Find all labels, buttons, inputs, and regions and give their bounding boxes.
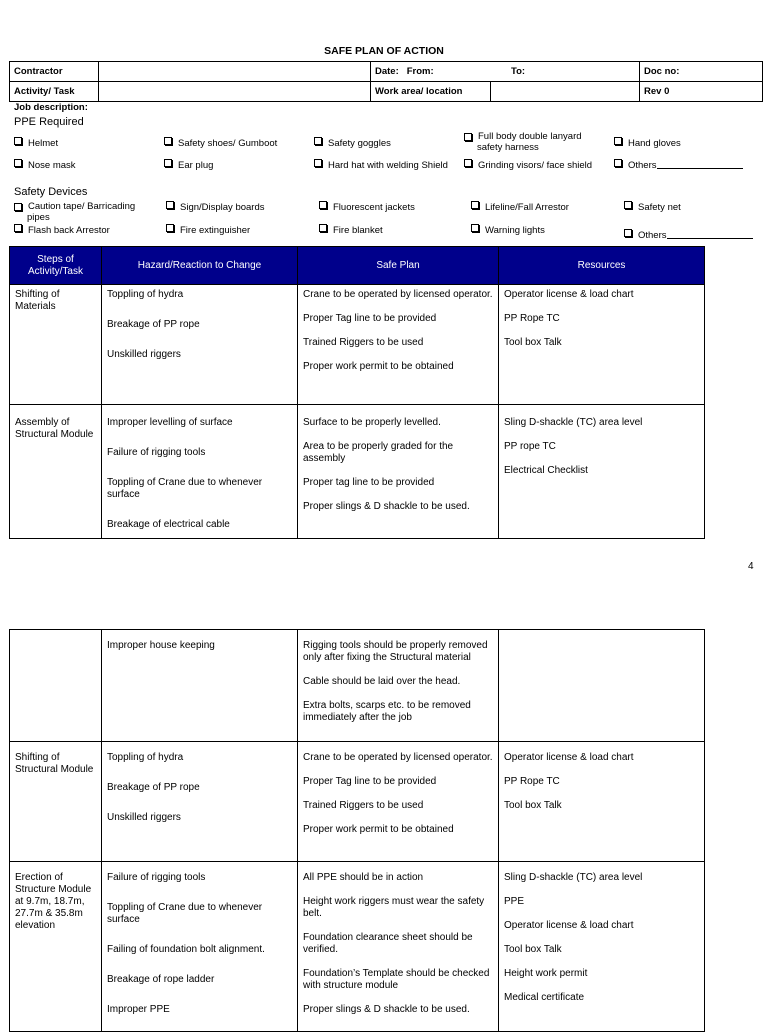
hazard-item: Failure of rigging tools	[107, 447, 206, 458]
plan-item: Foundation’s Template should be checked with structure module	[303, 968, 490, 991]
resources-cell	[499, 862, 705, 1032]
safe-plan-table-continued	[9, 629, 705, 1032]
hazard-item: Improper house keeping	[107, 640, 215, 651]
hazard-item: Breakage of PP rope	[107, 319, 200, 330]
resources-cell	[499, 742, 705, 862]
device-item[interactable]: Lifeline/Fall Arrestor	[471, 201, 569, 213]
hazard-item: Breakage of rope ladder	[107, 974, 215, 985]
device-item[interactable]: Safety net	[624, 201, 681, 213]
safe-plan-cell	[298, 742, 499, 862]
checkbox-icon	[164, 159, 172, 167]
plan-item: Proper Tag line to be provided	[303, 776, 437, 787]
column-header: Safe Plan	[298, 247, 499, 285]
checkbox-icon	[314, 159, 322, 167]
from-label: From:	[406, 66, 434, 77]
contractor-label: Contractor	[10, 62, 99, 82]
resource-item: Height work permit	[504, 968, 588, 979]
resource-item: PP Rope TC	[504, 313, 560, 324]
device-item[interactable]: Flash back Arrestor	[14, 224, 110, 236]
column-header: Steps of Activity/Task	[10, 247, 102, 285]
plan-item: Height work riggers must wear the safety belt.	[303, 896, 485, 919]
ppe-item[interactable]: Safety shoes/ Gumboot	[164, 137, 277, 149]
hazard-item: Breakage of PP rope	[107, 782, 200, 793]
resource-item: Tool box Talk	[504, 800, 562, 811]
table-row	[10, 862, 705, 1032]
column-header: Hazard/Reaction to Change	[102, 247, 298, 285]
resources-cell	[499, 630, 705, 742]
safe-plan-cell	[298, 630, 499, 742]
date-cell[interactable]	[371, 62, 640, 82]
hazard-item: Improper levelling of surface	[107, 417, 233, 428]
plan-item: Crane to be operated by licensed operator.	[303, 752, 493, 763]
checkbox-icon	[14, 137, 22, 145]
column-header: Resources	[499, 247, 705, 285]
hazard-cell	[102, 285, 298, 405]
device-item[interactable]: Sign/Display boards	[166, 201, 265, 213]
plan-item: Foundation clearance sheet should be verified.	[303, 932, 473, 955]
checkbox-icon	[464, 159, 472, 167]
contractor-field[interactable]	[99, 62, 371, 82]
resource-item: Operator license & load chart	[504, 289, 634, 300]
hazard-item: Breakage of electrical cable	[107, 519, 230, 530]
resource-item: Tool box Talk	[504, 944, 562, 955]
device-item[interactable]: Caution tape/ Barricading pipes	[14, 201, 154, 223]
job-description-label: Job description:	[14, 102, 88, 113]
resource-item: Medical certificate	[504, 992, 585, 1003]
step-cell: Assembly of Structural Module	[10, 405, 102, 539]
resource-item: Electrical Checklist	[504, 465, 588, 476]
safe-plan-cell	[298, 285, 499, 405]
resource-item: PP Rope TC	[504, 776, 560, 787]
plan-item: All PPE should be in action	[303, 872, 424, 883]
table-header-row	[10, 247, 705, 285]
hazard-cell	[102, 742, 298, 862]
others-blank[interactable]	[667, 238, 753, 239]
plan-item: Proper slings & D shackle to be used.	[303, 1004, 470, 1015]
plan-item: Proper Tag line to be provided	[303, 313, 437, 324]
hazard-item: Toppling of Crane due to whenever surface	[107, 902, 263, 925]
ppe-item[interactable]: Safety goggles	[314, 137, 391, 149]
table-row	[10, 405, 705, 539]
checkbox-icon	[624, 229, 632, 237]
date-label: Date:	[375, 66, 399, 77]
ppe-item[interactable]: Hand gloves	[614, 137, 681, 149]
checkbox-icon	[471, 201, 479, 209]
checkbox-icon	[624, 201, 632, 209]
hazard-cell	[102, 862, 298, 1032]
table-row	[10, 285, 705, 405]
step-cell: Shifting of Structural Module	[10, 742, 102, 862]
hazard-item: Toppling of hydra	[107, 752, 184, 763]
resource-item: Sling D-shackle (TC) area level	[504, 417, 643, 428]
resource-item: PP rope TC	[504, 441, 556, 452]
device-item[interactable]: Fire extinguisher	[166, 224, 250, 236]
ppe-heading: PPE Required	[14, 116, 84, 128]
checkbox-icon	[319, 224, 327, 232]
safe-plan-table	[9, 246, 705, 539]
rev-label: Rev 0	[640, 82, 763, 102]
resource-item: PPE	[504, 896, 525, 907]
work-area-label: Work area/ location	[371, 82, 491, 101]
plan-item: Proper work permit to be obtained	[303, 824, 454, 835]
checkbox-icon	[614, 159, 622, 167]
ppe-item[interactable]: Grinding visors/ face shield	[464, 159, 592, 171]
page-number: 4	[748, 561, 754, 572]
safe-plan-cell	[298, 862, 499, 1032]
doc-no-label: Doc no:	[640, 62, 763, 82]
checkbox-icon	[319, 201, 327, 209]
resource-item: Operator license & load chart	[504, 920, 634, 931]
plan-item: Crane to be operated by licensed operator.	[303, 289, 493, 300]
checkbox-icon	[464, 133, 472, 141]
hazard-item: Improper PPE	[107, 1004, 170, 1015]
work-area-cell	[371, 82, 640, 102]
checkbox-icon	[614, 137, 622, 145]
device-item[interactable]: Fire blanket	[319, 224, 383, 236]
activity-field[interactable]	[99, 82, 371, 102]
plan-item: Extra bolts, scarps etc. to be removed immediately after the job	[303, 700, 471, 723]
hazard-item: Toppling of hydra	[107, 289, 184, 300]
ppe-item[interactable]: Hard hat with welding Shield	[314, 159, 448, 171]
ppe-item[interactable]: Full body double lanyard safety harness	[464, 131, 594, 153]
step-cell: Shifting of Materials	[10, 285, 102, 405]
hazard-cell	[102, 630, 298, 742]
plan-item: Surface to be properly levelled.	[303, 417, 441, 428]
table-row	[10, 742, 705, 862]
hazard-item: Unskilled riggers	[107, 812, 181, 823]
device-item[interactable]: Fluorescent jackets	[319, 201, 415, 213]
resource-item: Tool box Talk	[504, 337, 562, 348]
checkbox-icon	[314, 137, 322, 145]
ppe-item[interactable]: Helmet	[14, 137, 58, 149]
device-item-others[interactable]: Others	[624, 229, 753, 241]
device-item[interactable]: Warning lights	[471, 224, 545, 236]
hazard-cell	[102, 405, 298, 539]
plan-item: Proper work permit to be obtained	[303, 361, 454, 372]
plan-item: Proper tag line to be provided	[303, 477, 435, 488]
plan-item: Rigging tools should be properly removed only after fixing the Structural material	[303, 640, 488, 663]
ppe-item[interactable]: Ear plug	[164, 159, 213, 171]
plan-item: Trained Riggers to be used	[303, 800, 424, 811]
checkbox-icon	[14, 224, 22, 232]
ppe-item-others[interactable]: Others	[614, 159, 743, 171]
checkbox-icon	[471, 224, 479, 232]
step-cell	[10, 630, 102, 742]
resources-cell	[499, 285, 705, 405]
activity-label: Activity/ Task	[10, 82, 99, 102]
plan-item: Trained Riggers to be used	[303, 337, 424, 348]
resource-item: Operator license & load chart	[504, 752, 634, 763]
checkbox-icon	[166, 224, 174, 232]
checkbox-icon	[14, 203, 22, 211]
safe-plan-cell	[298, 405, 499, 539]
table-row	[10, 630, 705, 742]
hazard-item: Unskilled riggers	[107, 349, 181, 360]
checkbox-icon	[164, 137, 172, 145]
safety-devices-heading: Safety Devices	[14, 186, 88, 198]
others-blank[interactable]	[657, 168, 743, 169]
hazard-item: Failing of foundation bolt alignment.	[107, 944, 265, 955]
plan-item: Cable should be laid over the head.	[303, 676, 461, 687]
checkbox-icon	[166, 201, 174, 209]
plan-item: Area to be properly graded for the assembly	[303, 441, 454, 464]
ppe-item[interactable]: Nose mask	[14, 159, 76, 171]
to-label: To:	[511, 66, 526, 77]
hazard-item: Toppling of Crane due to whenever surface	[107, 477, 263, 500]
checkbox-icon	[14, 159, 22, 167]
resource-item: Sling D-shackle (TC) area level	[504, 872, 643, 883]
header-table	[9, 61, 763, 102]
plan-item: Proper slings & D shackle to be used.	[303, 501, 470, 512]
document-title: SAFE PLAN OF ACTION	[324, 45, 444, 57]
step-cell: Erection of Structure Module at 9.7m, 18.7m, 27.7m & 35.8m elevation	[10, 862, 102, 1032]
resources-cell	[499, 405, 705, 539]
hazard-item: Failure of rigging tools	[107, 872, 206, 883]
